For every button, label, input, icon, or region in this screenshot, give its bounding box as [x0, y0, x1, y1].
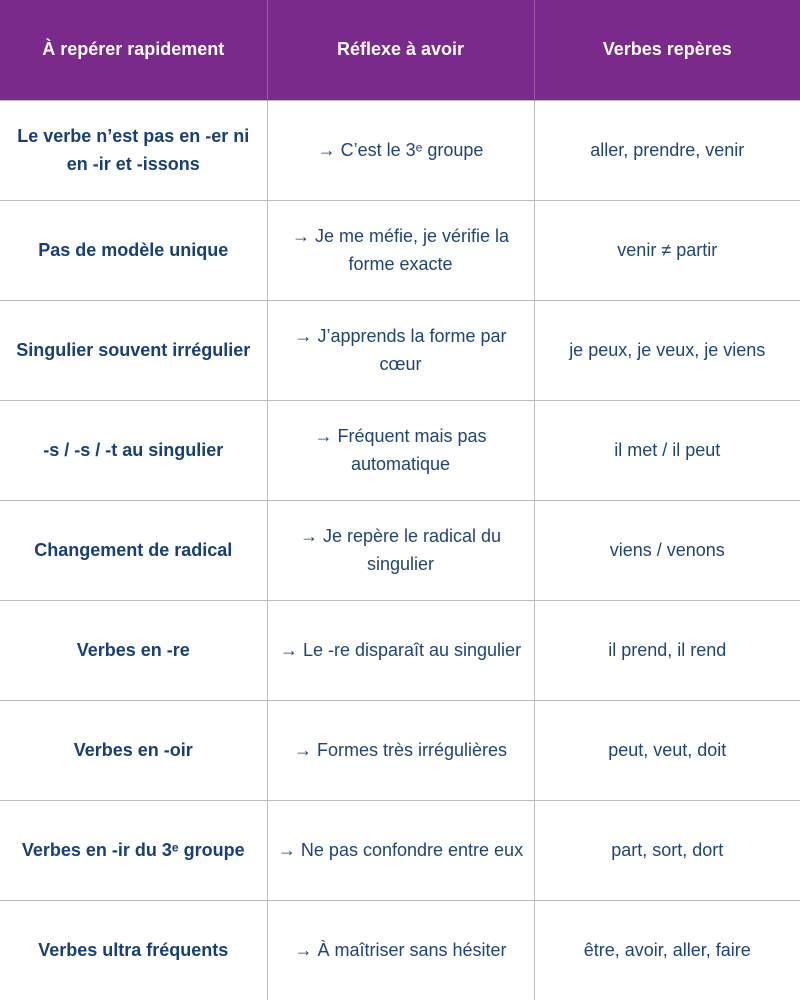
table-row — [0, 300, 800, 400]
reflex-cell: → C’est le 3ᵉ groupe — [267, 100, 534, 200]
cue-cell: Singulier souvent irrégulier — [0, 300, 267, 400]
cue-cell: Verbes en -oir — [0, 700, 267, 800]
reflex-cell: → Fréquent mais pas automatique — [267, 400, 534, 500]
table-row — [0, 100, 800, 200]
cue-cell: Verbes ultra fréquents — [0, 900, 267, 1000]
examples-cell: viens / venons — [534, 500, 800, 600]
table-row — [0, 900, 800, 1000]
examples-cell: part, sort, dort — [534, 800, 800, 900]
reflex-cell: → J’apprends la forme par cœur — [267, 300, 534, 400]
reflex-cell: → Le -re disparaît au singulier — [267, 600, 534, 700]
header-cell: À repérer rapidement — [0, 0, 267, 100]
cue-cell: Le verbe n’est pas en -er ni en -ir et -issons — [0, 100, 267, 200]
reflex-cell: → Ne pas confondre entre eux — [267, 800, 534, 900]
examples-cell: aller, prendre, venir — [534, 100, 800, 200]
table-row — [0, 400, 800, 500]
reflex-cell: → À maîtriser sans hésiter — [267, 900, 534, 1000]
examples-cell: je peux, je veux, je viens — [534, 300, 800, 400]
examples-cell: il met / il peut — [534, 400, 800, 500]
header-row — [0, 0, 800, 100]
cue-cell: Verbes en -ir du 3ᵉ groupe — [0, 800, 267, 900]
table-row — [0, 700, 800, 800]
reflex-cell: → Je repère le radical du singulier — [267, 500, 534, 600]
header-cell: Réflexe à avoir — [267, 0, 534, 100]
examples-cell: il prend, il rend — [534, 600, 800, 700]
table-row — [0, 500, 800, 600]
examples-cell: venir ≠ partir — [534, 200, 800, 300]
table-row — [0, 200, 800, 300]
examples-cell: être, avoir, aller, faire — [534, 900, 800, 1000]
reflex-cell: → Formes très irrégulières — [267, 700, 534, 800]
header-cell: Verbes repères — [534, 0, 800, 100]
examples-cell: peut, veut, doit — [534, 700, 800, 800]
table-row — [0, 600, 800, 700]
cue-cell: Changement de radical — [0, 500, 267, 600]
reflex-cell: → Je me méfie, je vérifie la forme exacte — [267, 200, 534, 300]
table-row — [0, 800, 800, 900]
cue-cell: Verbes en -re — [0, 600, 267, 700]
cue-cell: -s / -s / -t au singulier — [0, 400, 267, 500]
cue-cell: Pas de modèle unique — [0, 200, 267, 300]
